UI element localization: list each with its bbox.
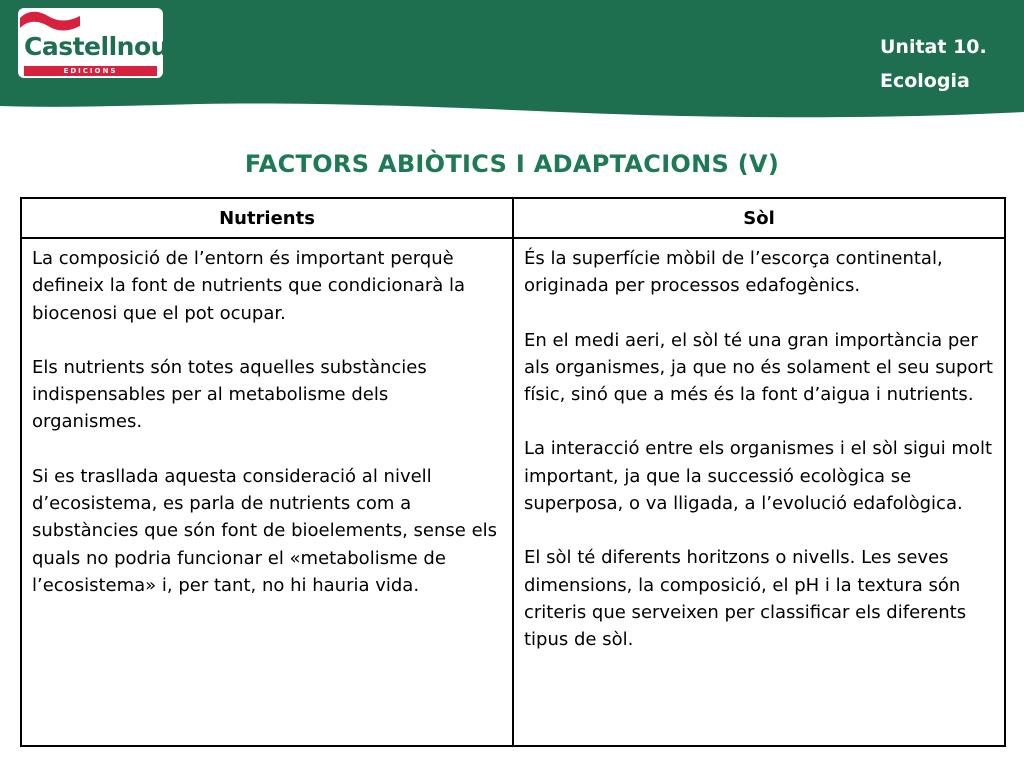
castellnou-logo [18,8,168,78]
column-header-nutrients: Nutrients [21,198,513,238]
subject-label: Ecologia [880,70,970,92]
nutrients-paragraph: Els nutrients són totes aquelles substàncies indispensables per al metabolisme dels organismes. [32,356,427,433]
table-header-row [21,198,1005,238]
sol-paragraph: El sòl té diferents horitzons o nivells. Les seves dimensions, la composició, el pH i la textura són criteris que serveixen per classificar els diferents tipus de sòl. [524,547,967,651]
nutrients-paragraph: La composició de l’entorn és important perquè defineix la font de nutrients que condicionarà la biocenosi que el pot ocupar. [32,248,466,324]
nutrients-paragraph: Si es trasllada aquesta consideració al nivell d’ecosistema, es parla de nutrients com a substàncies que són font de bioelements, sense els quals no podria funcionar el «metabolisme de l’ecosistema» i, per tant, no hi hauria vida. [32,465,498,596]
column-header-sol: Sòl [513,198,1005,238]
page-title: FACTORS ABIÒTICS I ADAPTACIONS (V) [244,150,780,178]
unit-label: Unitat 10. [880,36,987,58]
content-table [20,197,1006,747]
logo-flag-icon [18,8,82,32]
logo-brand-sub: EDICIONS [24,66,157,76]
header-banner [0,0,1024,120]
sol-paragraph: La interacció entre els organismes i el sòl sigui molt important, ja que la successió ecològica se superposa, o va lligada, a l’evolució edafològica. [524,438,993,515]
table-row [21,238,1005,746]
nutrients-cell [21,238,513,746]
unit-info [880,30,987,98]
sol-paragraph: En el medi aeri, el sòl té una gran importància per als organismes, ja que no és solament el seu suport físic, sinó que a més és la font d’aigua i nutrients. [524,329,993,406]
sol-cell [513,238,1005,746]
logo-brand-name: Castellnou [24,32,168,61]
sol-paragraph: És la superfície mòbil de l’escorça continental, originada per processos edafogènics. [524,248,943,297]
